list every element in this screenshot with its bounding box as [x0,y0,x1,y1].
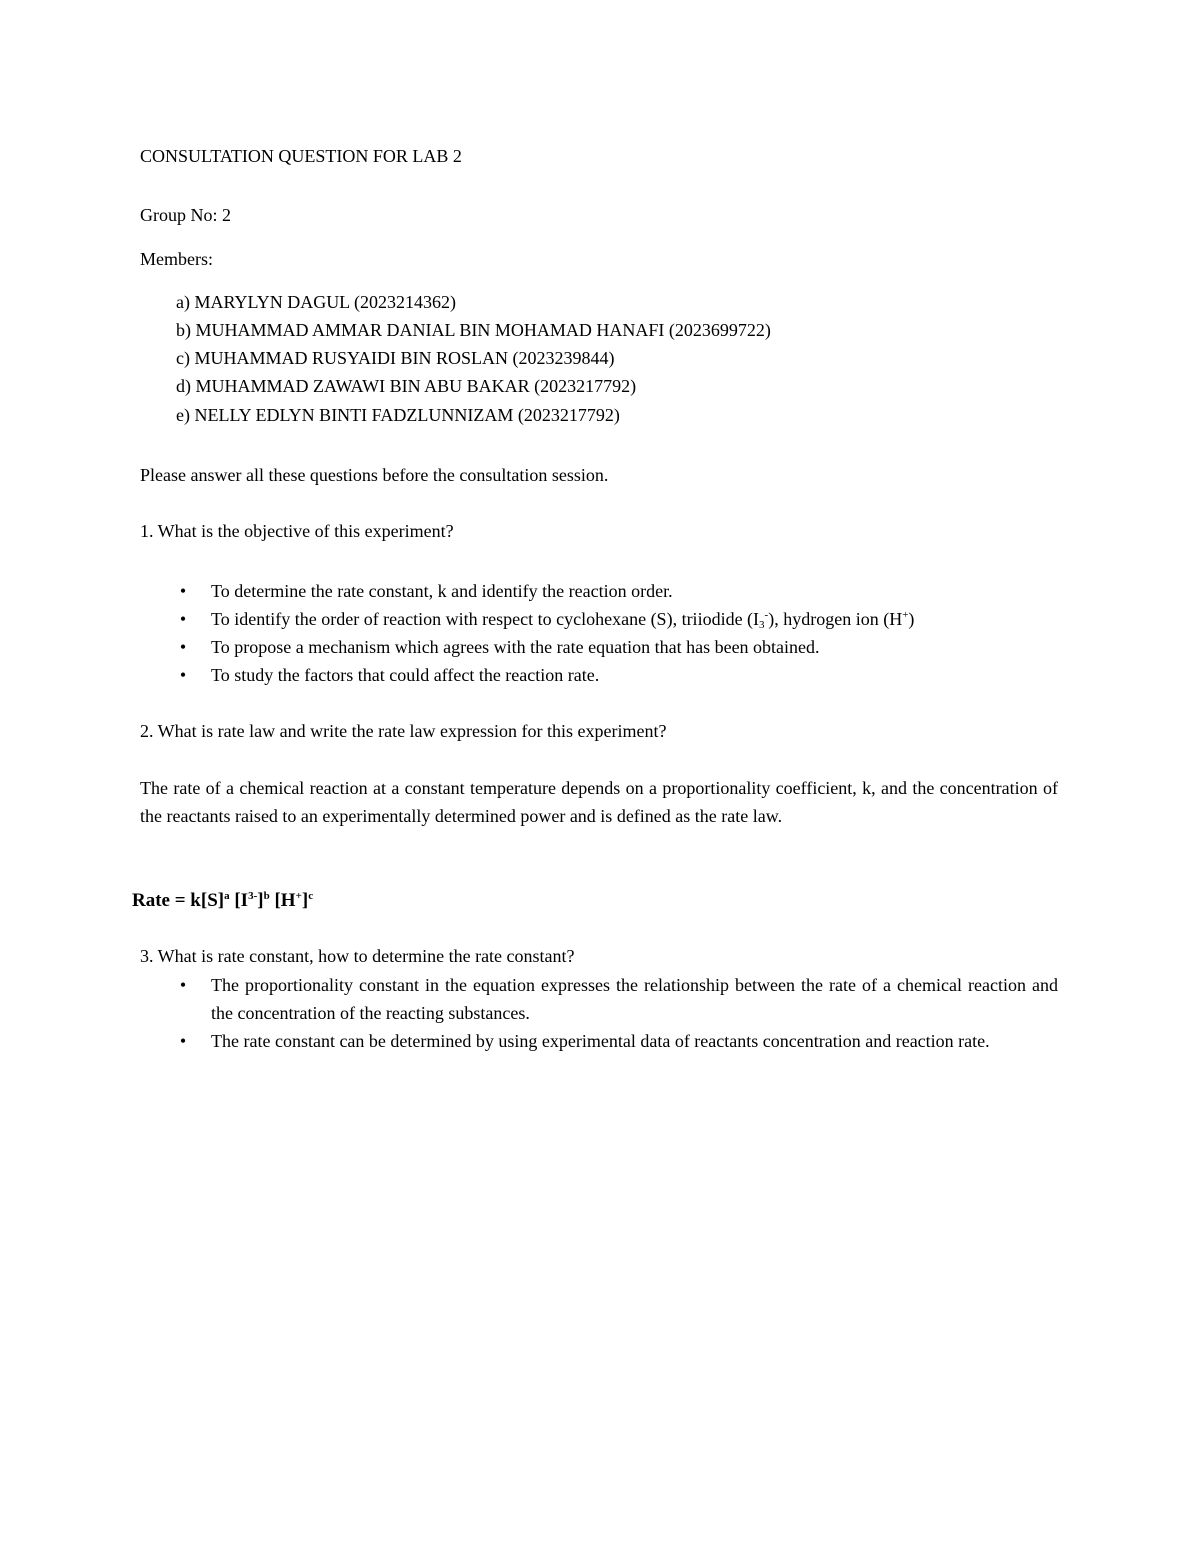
bullet-icon: • [179,665,187,685]
q2-answer-paragraph: The rate of a chemical reaction at a constant temperature depends on a proportionality coefficient, k, and the concentration of the reactants raised to an experimentally determined power and is defined as the rate law. [140,778,1058,826]
member-item: c) MUHAMMAD RUSYAIDI BIN ROSLAN (2023239844) [176,348,615,368]
q1-bullet-item: To study the factors that could affect the reaction rate. [211,665,600,685]
bullet-icon: • [179,1031,187,1051]
document-title: CONSULTATION QUESTION FOR LAB 2 [140,146,462,166]
q3-bullet-item: The rate constant can be determined by using experimental data of reactants concentration and reaction rate. [211,1031,990,1051]
instruction-text: Please answer all these questions before the consultation session. [140,465,609,485]
member-item: d) MUHAMMAD ZAWAWI BIN ABU BAKAR (2023217792) [176,376,637,396]
rate-law-equation: Rate = $k[S]^a$ $[I^{3-}]^b$ $[H^+]^c$ [132,890,314,911]
bullet-icon: • [179,975,187,995]
member-item: a) MARYLYN DAGUL (2023214362) [176,292,457,312]
question-1: 1. What is the objective of this experiment? [140,521,454,541]
q1-bullet-item: To determine the rate constant, k and identify the reaction order. [211,581,673,601]
q1-bullet-item: To identify the order of reaction with respect to cyclohexane (S), triiodide $(I_3^-)$, hydrogen ion (H+) [211,609,915,631]
bullet-icon: • [179,581,187,601]
question-3: 3. What is rate constant, how to determine the rate constant? [140,946,575,966]
q1-bullet-item: To propose a mechanism which agrees with the rate equation that has been obtained. [211,637,820,657]
members-label: Members: [140,249,213,269]
member-item: e) NELLY EDLYN BINTI FADZLUNNIZAM (2023217792) [176,405,620,425]
question-2: 2. What is rate law and write the rate law expression for this experiment? [140,721,667,741]
q3-bullet-item: The proportionality constant in the equation expresses the relationship between the rate of a chemical reaction and the concentration of the reacting substances. [211,975,1058,1023]
member-item: b) MUHAMMAD AMMAR DANIAL BIN MOHAMAD HANAFI (2023699722) [176,320,771,340]
bullet-icon: • [179,609,187,629]
bullet-icon: • [179,637,187,657]
group-number: Group No: 2 [140,205,231,225]
